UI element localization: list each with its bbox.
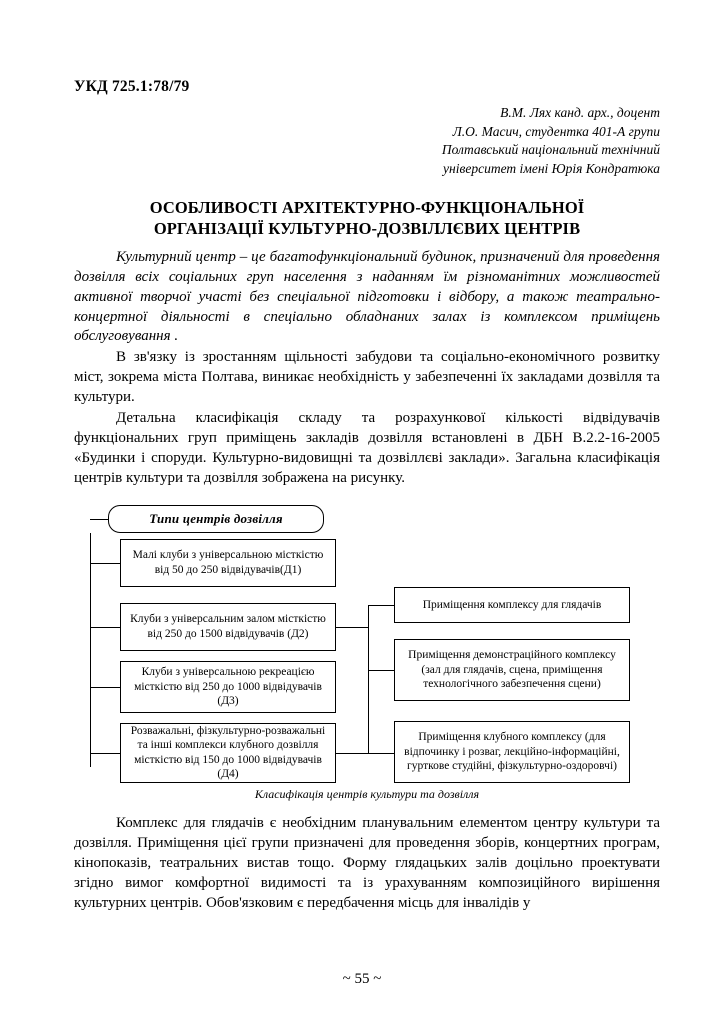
diagram-connector-right-3 [368,753,394,754]
diagram-left-node-2: Клуби з універсальним залом місткістю від 250 до 1500 відвідувачів (Д2) [120,603,336,651]
diagram-connector-right-1 [368,605,394,606]
authors-block [74,104,660,179]
paragraph-3: Детальна класифікація складу та розрахункової кількості відвідувачів функціональних груп приміщень закладів дозвілля встановлені в ДБН В.2.2-16-2005 «Будинки і споруди. Культурно-видовищні та дозвіллєві заклади». Загальна класифікація центрів культури та дозвілля зображена на рисунку. [74,410,660,487]
diagram-left-node-3: Клуби з універсальною рекреацією місткістю від 250 до 1000 відвідувачів (Д3) [120,661,336,713]
paragraph-1: Культурний центр – це багатофункціональний будинок, призначений для проведення дозвілля всіх соціальних груп населення з наданням їм різноманітних можливостей активної творчої участі без спеціальної підготовки і відбору, а також театрально-концертної діяльності в спеціально обладнаних залах із комплексом приміщень обслуговування . [74,248,660,345]
author-line-1: В.М. Лях канд. арх., доцент [500,105,660,120]
diagram-left-node-1: Малі клуби з універсальною місткістю від 50 до 250 відвідувачів(Д1) [120,539,336,587]
diagram-right-bus-stub-2 [336,627,368,628]
diagram-connector-left-3 [90,687,120,688]
diagram-connector-left-1 [90,563,120,564]
figure-classification [74,505,660,805]
page-title-line-2: ОРГАНІЗАЦІЇ КУЛЬТУРНО-ДОЗВІЛЛЄВИХ ЦЕНТРІВ [153,218,581,238]
diagram-connector-left-4 [90,753,120,754]
page-number: ~ 55 ~ [342,971,382,987]
diagram-right-bus-line [368,605,369,753]
diagram-root-node: Типи центрів дозвілля [108,505,324,533]
diagram-right-node-2: Приміщення демонстраційного комплексу (зал для глядачів, сцена, приміщення технологічного забезпечення сцени) [394,639,630,701]
diagram-left-node-4: Розважальні, фізкультурно-розважальні та інші комплекси клубного дозвілля місткістю від 150 до 1000 відвідувачів (Д4) [120,723,336,783]
paragraph-2: В зв'язку із зростанням щільності забудови та соціально-економічного розвитку міст, зокрема міста Полтава, виникає необхідність у забезпеченні їх закладами дозвілля та культури. [74,349,660,406]
diagram-right-node-3: Приміщення клубного комплексу (для відпочинку і розваг, лекційно-інформаційні, гурткове студійні, фізкультурно-оздоровчі) [394,721,630,783]
diagram-right-bus-stub-4 [336,753,368,754]
diagram-connector-right-2 [368,670,394,671]
page-title [74,197,660,239]
author-line-2: Л.О. Масич, студентка 401-А групи [452,123,660,139]
paragraph-4: Комплекс для глядачів є необхідним планувальним елементом центру культури та дозвілля. Приміщення цієї групи призначені для проведення зборів, концертних програм, кінопоказів, театральних вистав тощо. Форму глядацьких залів доцільно проектувати згідно вимог комфортної видимості та із урахуванням композиційного вирішення культурних центрів. Обов'язковим є передбачення місць для інвалідів у [74,814,660,911]
udc-code: УКД 725.1:78/79 [74,78,190,95]
author-line-3: Полтавський національний технічний [441,142,660,158]
diagram-root-stub [90,519,108,520]
diagram [78,505,656,801]
diagram-trunk-line [90,533,91,767]
author-line-4: університет імені Юрія Кондратюка [443,160,660,176]
diagram-right-node-1: Приміщення комплексу для глядачів [394,587,630,623]
figure-caption: Класифікація центрів культури та дозвілля [254,786,480,801]
page-title-line-1: ОСОБЛИВОСТІ АРХІТЕКТУРНО-ФУНКЦІОНАЛЬНОЇ [149,197,585,217]
diagram-connector-left-2 [90,627,120,628]
